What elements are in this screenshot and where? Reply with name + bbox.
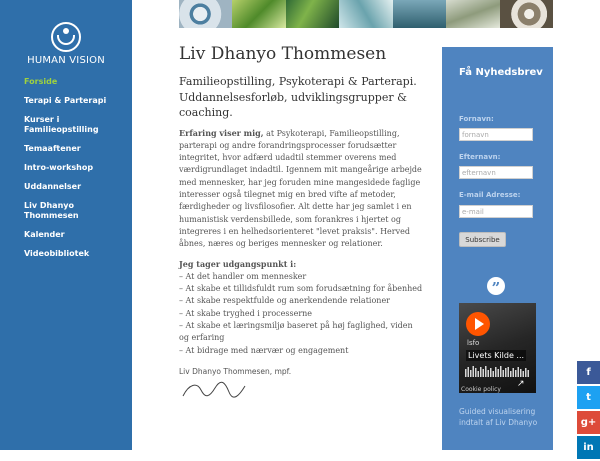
audio-caption: Guided visualisering indtalt af Liv Dhanyo (459, 407, 538, 427)
subscribe-button[interactable]: Subscribe (459, 232, 506, 247)
player-user[interactable]: lsfo (467, 339, 480, 347)
list-item: – At bidrage med nærvær og engagement (179, 345, 349, 355)
banner-image-water (393, 0, 446, 28)
nav-item-terapi[interactable]: Terapi & Parterapi (24, 96, 107, 105)
main-content (179, 44, 425, 404)
handwritten-signature (179, 380, 249, 400)
signature-name: Liv Dhanyo Thommesen, mpf. (179, 366, 292, 376)
banner-image-leaf-vein (339, 0, 392, 28)
list-item: – At skabe et læringsmiljø baseret på høj faglighed, viden og erfaring (179, 320, 413, 343)
principles-list (179, 258, 425, 356)
first-name-label: Fornavn: (459, 115, 494, 123)
twitter-icon[interactable]: t (577, 386, 600, 409)
quote-icon: ” (487, 277, 505, 295)
nav-item-kalender[interactable]: Kalender (24, 230, 65, 239)
email-label: E-mail Adresse: (459, 191, 521, 199)
site-logo[interactable] (20, 22, 112, 66)
first-name-input[interactable]: fornavn (459, 128, 533, 141)
email-input[interactable]: e-mail (459, 205, 533, 218)
cookie-policy-link[interactable]: Cookie policy (461, 386, 501, 393)
list-item: – At skabe respektfulde og anerkendende relationer (179, 296, 390, 306)
nav-item-forside[interactable]: Forside (24, 77, 58, 86)
intro-bold: Erfaring viser mig, (179, 127, 264, 138)
page-title: Liv Dhanyo Thommesen (179, 44, 387, 64)
intro-paragraph (179, 127, 425, 251)
newsletter-widget (442, 47, 553, 272)
banner-image-shell (179, 0, 232, 28)
last-name-label: Efternavn: (459, 153, 501, 161)
main-nav (0, 77, 132, 268)
play-button[interactable] (466, 312, 490, 336)
waveform[interactable] (465, 365, 529, 377)
banner-image-leaf (232, 0, 285, 28)
logo-icon (51, 22, 81, 52)
nav-item-temaaftener[interactable]: Temaaftener (24, 144, 81, 153)
newsletter-title: Få Nyhedsbrev (459, 67, 543, 78)
last-name-input[interactable]: efternavn (459, 166, 533, 179)
banner-image-spiral (500, 0, 553, 28)
player-track-title[interactable]: Livets Kilde ... (468, 351, 525, 360)
list-item: – At skabe tryghed i processerne (179, 308, 313, 318)
header-banner (179, 0, 553, 28)
intro-text: at Psykoterapi, Familieopstilling, parterapi og andre forandringsprocesser forudsætter integritet, hvor adfærd udadtil stemmer overens med værdigrundlaget indadtil. Igennem mit mangeårige arbejde med mennesker, har jeg foruden mine mangesidede faglige interesser også tilegnet mig en bred vifte af metoder, færdigheder og livsfilosofier. Alt dette har jeg samlet i en humanistisk verdensbillede, som forankres i hjertet og integreres i en helhedsorienteret "levet praksis". Herved åbnes, næres og beriges mennesker og relationer. (179, 128, 422, 249)
sidebar (0, 0, 132, 450)
list-item: – At det handler om mennesker (179, 271, 307, 281)
principles-heading: Jeg tager udgangspunkt i: (179, 259, 297, 270)
soundcloud-player[interactable] (459, 303, 536, 393)
nav-item-liv-dhanyo[interactable]: Liv Dhanyo Thommesen (24, 201, 79, 220)
banner-image-feather (446, 0, 499, 28)
google-plus-icon[interactable]: g+ (577, 411, 600, 434)
nav-item-intro-workshop[interactable]: Intro-workshop (24, 163, 94, 172)
nav-item-uddannelser[interactable]: Uddannelser (24, 182, 82, 191)
logo-text: HUMAN VISION (27, 55, 105, 66)
page-subtitle: Familieopstilling, Psykoterapi & Parterapi. Uddannelsesforløb, udviklingsgrupper & coaching. (179, 75, 417, 119)
list-item: – At skabe et tillidsfuldt rum som forudsætning for åbenhed (179, 284, 423, 294)
facebook-icon[interactable]: f (577, 361, 600, 384)
banner-image-plant (286, 0, 339, 28)
share-icon[interactable]: ↗ (517, 379, 525, 389)
nav-item-kurser[interactable]: Kurser i Familieopstilling (24, 115, 99, 134)
nav-item-videobibliotek[interactable]: Videobibliotek (24, 249, 90, 258)
linkedin-icon[interactable]: in (577, 436, 600, 459)
social-share-bar (577, 361, 600, 461)
